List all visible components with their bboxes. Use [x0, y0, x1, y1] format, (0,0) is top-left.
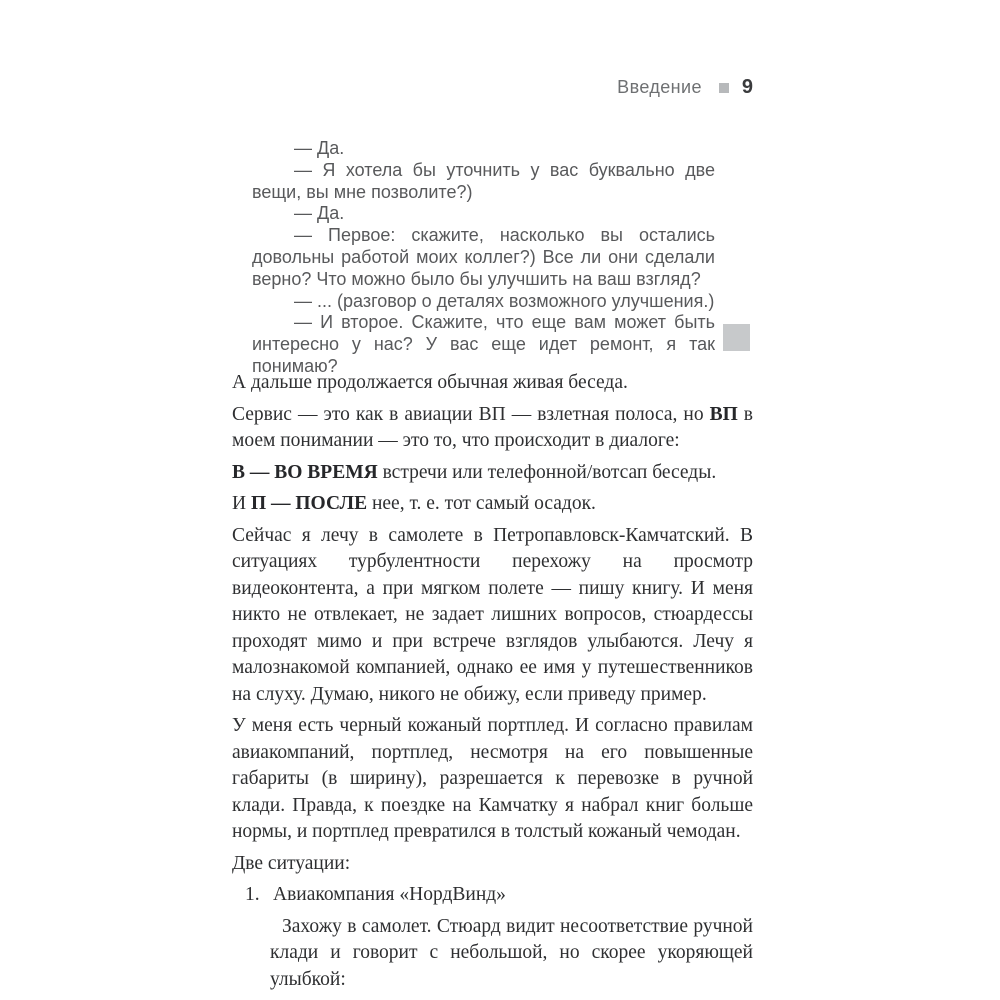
paragraph [232, 460, 753, 487]
paragraph-text: нее, т. е. тот самый осадок. [367, 493, 596, 514]
paragraph [232, 491, 753, 518]
body-text [232, 370, 753, 998]
dialogue-line: — Первое: скажите, насколько вы остались довольны работой моих коллег?) Все ли они сделали верно? Что можно было бы улучшить на ваш взгляд? [252, 225, 715, 289]
paragraph: А дальше продолжается обычная живая беседа. [232, 372, 628, 393]
dialogue-line: — Я хотела бы уточнить у вас буквально две вещи, вы мне позволите?) [252, 159, 715, 202]
chapter-title: Введение [617, 77, 702, 97]
paragraph-text: встречи или телефонной/вотсап беседы. [377, 461, 717, 483]
dialogue-line: — Да. [294, 138, 345, 158]
page-number: 9 [741, 76, 753, 98]
paragraph-text: Сервис — это как в авиации ВП — взлетная полоса, но [232, 403, 710, 425]
dialogue-line: — И второе. Скажите, что еще вам может быть интересно у нас? У вас еще идет ремонт, я так понимаю? [252, 312, 715, 376]
list-item-paragraph: Захожу в самолет. Стюард видит несоответствие ручной клади и говорит с небольшой, но скорее укоряющей улыбкой: [270, 915, 753, 990]
header-square-separator-icon [719, 83, 729, 93]
paragraph-text: в моем понимании — это то, что происходит в диалоге: [232, 403, 753, 451]
numbered-list-item [232, 882, 753, 909]
margin-square-marker [723, 324, 750, 351]
bold-term: П — ПОСЛЕ [250, 493, 368, 514]
paragraph: Сейчас я лечу в самолете в Петропавловск-Камчатский. В ситуациях турбулентности перехожу на просмотр видеоконтента, а при мягком полете — пишу книгу. И меня никто не отвлекает, не задает лишних вопросов, стюардессы проходят мимо и при встрече взглядов улыбаются. Лечу я малознакомой компанией, однако ее имя у путешественников на слуху. Думаю, никого не обижу, если приведу пример. [232, 524, 753, 705]
page-header [0, 76, 753, 99]
dialogue-line: — Да. [294, 203, 345, 224]
list-item-text: Авиакомпания «НордВинд» [273, 884, 506, 905]
bold-term: В — ВО ВРЕМЯ [232, 461, 378, 483]
paragraph-text: И [232, 493, 251, 514]
list-item-number: 1. [245, 884, 260, 905]
dialogue-block [252, 138, 715, 378]
paragraph: У меня есть черный кожаный портплед. И согласно правилам авиакомпаний, портплед, несмотря на его повышенные габариты (в ширину), разрешается к перевозке в ручной клади. Правда, к поездке на Камчатку я набрал книг больше нормы, и портплед превратился в толстый кожаный чемодан. [232, 715, 753, 842]
bold-term: ВП [709, 403, 738, 425]
dialogue-line: — ... (разговор о деталях возможного улучшения.) [294, 290, 715, 311]
paragraph: Две ситуации: [232, 852, 351, 874]
paragraph [232, 402, 753, 455]
